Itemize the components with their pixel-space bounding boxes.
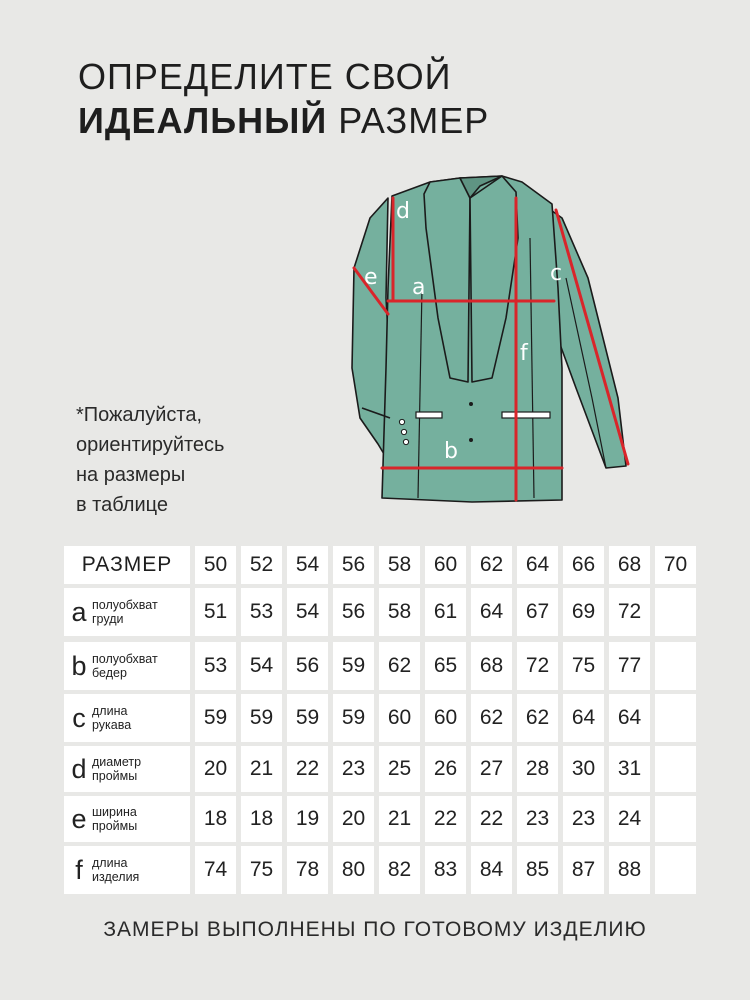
table-cell <box>563 796 604 842</box>
table-cell <box>287 796 328 842</box>
table-cell <box>609 694 650 742</box>
size-header-cell <box>287 546 328 584</box>
table-cell-value: 31 <box>617 757 642 780</box>
table-cell-value: 68 <box>479 654 504 677</box>
cuff-button <box>401 429 406 434</box>
table-cell <box>195 588 236 636</box>
size-header-value: 52 <box>249 553 274 576</box>
table-cell <box>609 588 650 636</box>
size-header-value: 64 <box>525 553 550 576</box>
table-cell <box>333 694 374 742</box>
table-cell <box>471 846 512 894</box>
measure-letter: c <box>72 702 86 733</box>
table-cell-value: 77 <box>617 654 642 677</box>
page-title-line2 <box>78 100 489 142</box>
table-cell-value: 62 <box>525 706 550 729</box>
measure-description <box>92 598 158 626</box>
table-cell-value: 54 <box>295 600 320 623</box>
table-cell <box>517 846 558 894</box>
size-header-cell <box>241 546 282 584</box>
table-cell-value: 23 <box>571 807 596 830</box>
table-cell-value: 64 <box>571 706 596 729</box>
table-cell <box>333 846 374 894</box>
measure-description-line2: изделия <box>92 870 140 884</box>
table-cell-value: 59 <box>203 706 228 729</box>
size-header-value: 50 <box>203 553 228 576</box>
measure-description-line1: диаметр <box>92 755 142 769</box>
measure-description <box>92 755 141 783</box>
measure-description-line1: полуобхват <box>92 598 158 612</box>
table-cell-value: 87 <box>571 858 596 881</box>
measure-description-line2: бедер <box>92 666 127 680</box>
size-header-value: 62 <box>479 553 504 576</box>
size-header-cell <box>333 546 374 584</box>
measure-label-c: c <box>550 261 563 286</box>
measure-description <box>92 652 158 680</box>
measure-letter: e <box>71 803 87 834</box>
table-cell <box>333 642 374 690</box>
table-cell <box>425 694 466 742</box>
table-cell <box>241 846 282 894</box>
table-cell-value: 30 <box>571 757 596 780</box>
measure-label-e: e <box>364 265 378 290</box>
measure-letter: b <box>71 650 87 681</box>
measure-row-label <box>64 694 190 742</box>
table-cell <box>379 846 420 894</box>
footer-note: ЗАМЕРЫ ВЫПОЛНЕНЫ ПО ГОТОВОМУ ИЗДЕЛИЮ <box>103 918 647 941</box>
table-cell-value: 69 <box>571 600 596 623</box>
size-header-cell <box>517 546 558 584</box>
table-cell-value: 23 <box>341 757 366 780</box>
table-cell <box>655 642 696 690</box>
table-cell-value: 78 <box>295 858 320 881</box>
table-cell <box>425 846 466 894</box>
table-cell-value: 28 <box>525 757 550 780</box>
table-cell-value: 80 <box>341 858 366 881</box>
table-cell <box>241 588 282 636</box>
table-cell-value: 19 <box>295 807 320 830</box>
table-cell <box>241 796 282 842</box>
table-cell-value: 60 <box>387 706 412 729</box>
table-cell-value: 83 <box>433 858 458 881</box>
size-note <box>76 400 224 520</box>
table-cell <box>425 796 466 842</box>
table-cell <box>517 694 558 742</box>
table-cell <box>655 796 696 842</box>
table-cell <box>425 588 466 636</box>
table-cell <box>563 746 604 792</box>
table-cell <box>195 746 236 792</box>
table-cell-value: 65 <box>433 654 458 677</box>
size-header-cell <box>609 546 650 584</box>
table-cell <box>563 694 604 742</box>
measure-row-label <box>64 846 190 894</box>
table-cell-value: 59 <box>249 706 274 729</box>
size-header-cell <box>195 546 236 584</box>
table-cell-value: 74 <box>203 858 228 881</box>
table-cell-value: 84 <box>479 858 504 881</box>
size-header-value: 70 <box>663 553 688 576</box>
table-cell-value: 20 <box>203 757 228 780</box>
table-cell-value: 59 <box>295 706 320 729</box>
measure-label-d: d <box>396 199 410 224</box>
measure-description-line1: полуобхват <box>92 652 158 666</box>
page-title-line1: ОПРЕДЕЛИТЕ СВОЙ <box>78 56 452 97</box>
table-cell-value: 85 <box>525 858 550 881</box>
table-cell-value: 82 <box>387 858 412 881</box>
size-header-cell <box>471 546 512 584</box>
measure-label-f: f <box>520 341 528 366</box>
table-cell-value: 22 <box>433 807 458 830</box>
table-cell-value: 75 <box>249 858 274 881</box>
table-cell <box>655 588 696 636</box>
table-cell <box>241 642 282 690</box>
measure-row-label <box>64 796 190 842</box>
table-cell <box>471 642 512 690</box>
size-header-cell <box>563 546 604 584</box>
table-cell-value: 21 <box>387 807 412 830</box>
size-header-text: РАЗМЕР <box>81 553 173 576</box>
size-header-value: 58 <box>387 553 412 576</box>
table-cell <box>655 846 696 894</box>
table-cell-value: 54 <box>249 654 274 677</box>
table-cell-value: 56 <box>341 600 366 623</box>
table-cell-value: 23 <box>525 807 550 830</box>
measure-description-line2: проймы <box>92 769 138 783</box>
table-cell <box>333 796 374 842</box>
table-cell-value: 56 <box>295 654 320 677</box>
jacket-diagram <box>330 168 650 508</box>
table-cell-value: 20 <box>341 807 366 830</box>
table-cell <box>655 746 696 792</box>
table-cell <box>287 642 328 690</box>
measure-description <box>92 805 137 833</box>
measure-label-a: a <box>412 275 426 300</box>
table-cell-value: 72 <box>617 600 642 623</box>
table-cell-value: 62 <box>479 706 504 729</box>
table-cell <box>609 796 650 842</box>
table-cell <box>287 846 328 894</box>
table-cell-value: 22 <box>479 807 504 830</box>
table-cell <box>241 694 282 742</box>
measure-description-line2: проймы <box>92 819 138 833</box>
table-cell-value: 21 <box>249 757 274 780</box>
table-cell <box>195 846 236 894</box>
measure-description-line1: длина <box>92 856 128 870</box>
cuff-button <box>403 439 408 444</box>
measure-description-line1: ширина <box>92 805 137 819</box>
left-pocket <box>416 412 442 418</box>
table-cell-value: 22 <box>295 757 320 780</box>
note-line: на размеры <box>76 464 186 486</box>
table-cell <box>471 588 512 636</box>
table-cell <box>287 746 328 792</box>
table-cell-value: 53 <box>249 600 274 623</box>
table-cell-value: 25 <box>387 757 412 780</box>
note-line: ориентируйтесь <box>76 434 225 456</box>
title-bold-word: ИДЕАЛЬНЫЙ <box>78 100 328 141</box>
table-cell <box>195 796 236 842</box>
cuff-button <box>399 419 404 424</box>
table-cell <box>333 588 374 636</box>
front-button <box>469 402 473 406</box>
measure-label-b: b <box>444 439 458 464</box>
table-cell-value: 61 <box>433 600 458 623</box>
measure-letter: d <box>71 753 87 784</box>
measure-row-label <box>64 588 190 636</box>
size-header-value: 56 <box>341 553 366 576</box>
table-cell-value: 64 <box>617 706 642 729</box>
table-cell <box>195 642 236 690</box>
table-cell <box>609 846 650 894</box>
measure-letter: f <box>75 854 83 885</box>
front-button <box>469 438 473 442</box>
table-cell <box>425 746 466 792</box>
size-header-cell <box>379 546 420 584</box>
table-cell-value: 75 <box>571 654 596 677</box>
measure-description <box>92 856 139 884</box>
table-cell <box>287 588 328 636</box>
table-cell <box>379 796 420 842</box>
table-cell-value: 59 <box>341 654 366 677</box>
table-cell <box>517 746 558 792</box>
table-cell-value: 24 <box>617 807 642 830</box>
table-cell <box>609 642 650 690</box>
right-pocket <box>502 412 550 418</box>
table-cell <box>517 588 558 636</box>
table-cell <box>379 746 420 792</box>
table-cell-value: 18 <box>249 807 274 830</box>
measure-description-line1: длина <box>92 704 128 718</box>
size-header-value: 68 <box>617 553 642 576</box>
table-cell-value: 64 <box>479 600 504 623</box>
measure-letter: a <box>71 596 87 627</box>
table-cell-value: 18 <box>203 807 228 830</box>
table-cell <box>563 846 604 894</box>
table-cell <box>517 642 558 690</box>
size-header-value: 66 <box>571 553 596 576</box>
measure-description <box>92 704 131 732</box>
size-header-value: 54 <box>295 553 320 576</box>
measure-description-line2: груди <box>92 612 124 626</box>
size-header-cell <box>655 546 696 584</box>
table-cell <box>195 694 236 742</box>
size-header-value: 60 <box>433 553 458 576</box>
size-header-label <box>64 546 190 584</box>
table-cell <box>379 694 420 742</box>
table-cell-value: 60 <box>433 706 458 729</box>
table-cell-value: 26 <box>433 757 458 780</box>
table-cell <box>471 694 512 742</box>
table-cell <box>333 746 374 792</box>
table-cell <box>379 642 420 690</box>
table-cell-value: 53 <box>203 654 228 677</box>
table-cell-value: 88 <box>617 858 642 881</box>
table-cell-value: 27 <box>479 757 504 780</box>
table-cell <box>563 642 604 690</box>
table-cell-value: 72 <box>525 654 550 677</box>
table-cell <box>471 796 512 842</box>
table-cell-value: 51 <box>203 600 228 623</box>
table-cell <box>655 694 696 742</box>
size-header-cell <box>425 546 466 584</box>
table-cell <box>425 642 466 690</box>
table-cell <box>563 588 604 636</box>
table-cell <box>241 746 282 792</box>
table-cell <box>609 746 650 792</box>
table-cell <box>517 796 558 842</box>
measure-description-line2: рукава <box>92 718 132 732</box>
measure-row-label <box>64 642 190 690</box>
table-cell-value: 59 <box>341 706 366 729</box>
table-cell <box>471 746 512 792</box>
table-cell-value: 58 <box>387 600 412 623</box>
measure-row-label <box>64 746 190 792</box>
table-cell <box>379 588 420 636</box>
note-line: *Пожалуйста, <box>76 404 203 426</box>
title-regular-word: РАЗМЕР <box>338 100 490 141</box>
table-cell <box>287 694 328 742</box>
table-cell-value: 62 <box>387 654 412 677</box>
note-line: в таблице <box>76 494 168 516</box>
table-cell-value: 67 <box>525 600 550 623</box>
